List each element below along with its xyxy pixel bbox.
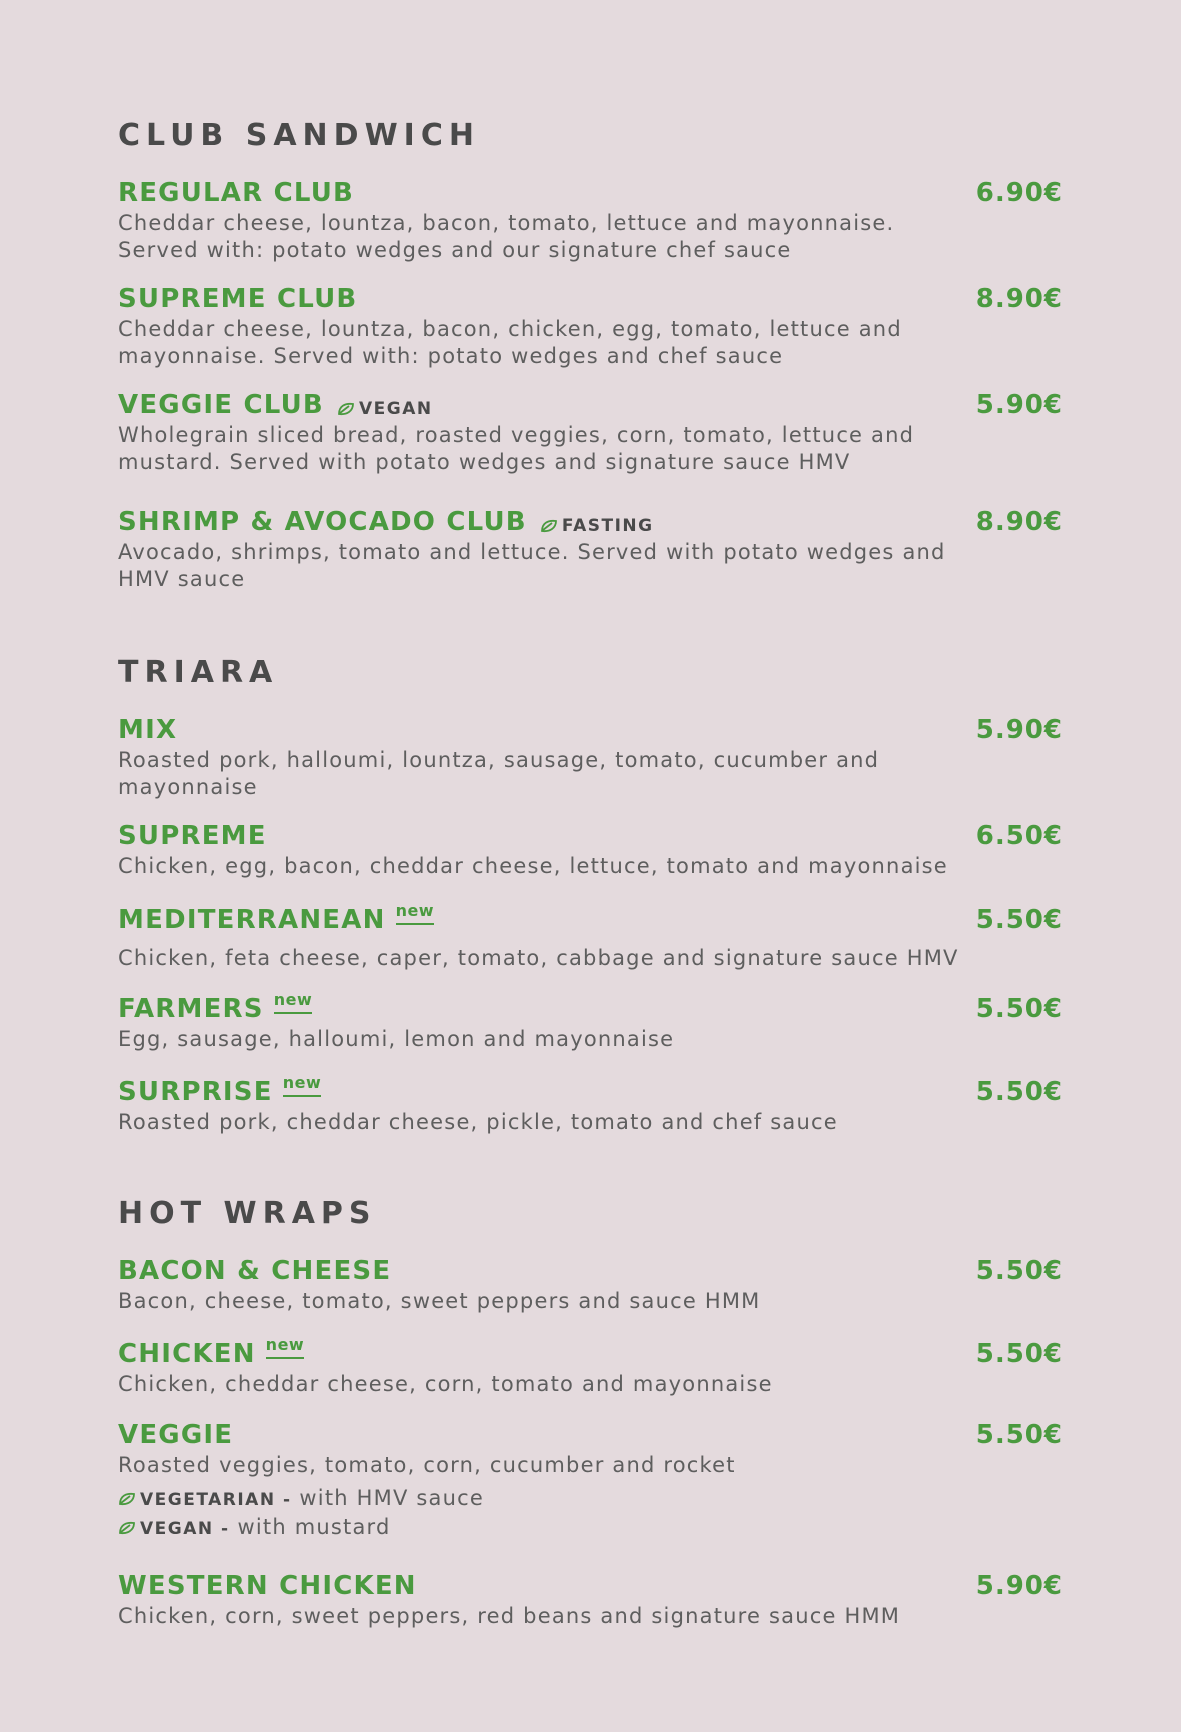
menu-item-farmers (118, 992, 1063, 1053)
item-name: WESTERN CHICKEN (118, 1571, 417, 1601)
new-badge: new (396, 901, 435, 925)
item-price: 5.90€ (975, 715, 1063, 745)
section-title: HOT WRAPS (118, 1196, 377, 1231)
variant-label: VEGAN - (140, 1519, 230, 1539)
item-description: Wholegrain sliced bread, roasted veggies, corn, tomato, lettuce and mustard. Served with potato wedges and signature sauce HMV (118, 423, 915, 474)
item-price: 5.90€ (975, 1571, 1063, 1601)
section-club-sandwich (118, 118, 1063, 591)
section-title: TRIARA (118, 655, 279, 690)
menu-item-mix (118, 713, 1063, 801)
variant-text: with mustard (229, 1515, 391, 1539)
menu-item-veggie-club (118, 388, 1063, 476)
variant-vegan (118, 1514, 1063, 1543)
item-price: 5.50€ (975, 1339, 1063, 1369)
new-badge: new (274, 990, 313, 1014)
item-description: Chicken, feta cheese, caper, tomato, cabbage and signature sauce HMV (118, 946, 959, 970)
variant-label: VEGETARIAN - (140, 1490, 292, 1510)
section-title: CLUB SANDWICH (118, 118, 480, 153)
item-description: Chicken, egg, bacon, cheddar cheese, lettuce, tomato and mayonnaise (118, 854, 948, 878)
menu-item-supreme (118, 819, 1063, 880)
menu-item-supreme-club (118, 282, 1063, 370)
item-price: 5.50€ (975, 1420, 1063, 1450)
item-name: CHICKEN (118, 1339, 256, 1369)
variant-text: with HMV sauce (291, 1486, 484, 1510)
menu-item-chicken (118, 1337, 1063, 1398)
menu-item-regular-club (118, 176, 1063, 264)
item-price: 5.50€ (975, 905, 1063, 935)
item-description: Roasted pork, halloumi, lountza, sausage, tomato, cucumber and mayonnaise (118, 748, 880, 799)
vegan-tag (337, 399, 433, 419)
item-name: REGULAR CLUB (118, 178, 355, 208)
menu-item-bacon-cheese (118, 1254, 1063, 1315)
menu-item-surprise (118, 1075, 1063, 1136)
item-price: 6.50€ (975, 821, 1063, 851)
new-badge: new (283, 1073, 322, 1097)
item-name: SURPRISE (118, 1077, 273, 1107)
item-price: 6.90€ (975, 178, 1063, 208)
item-description: Cheddar cheese, lountza, bacon, chicken, egg, tomato, lettuce and mayonnaise. Served with: potato wedges and chef sauce (118, 317, 902, 368)
item-price: 5.50€ (975, 1256, 1063, 1286)
new-badge: new (266, 1335, 305, 1359)
section-hot-wraps (118, 1196, 1063, 1628)
item-price: 5.90€ (975, 390, 1063, 420)
tag-label: FASTING (561, 515, 654, 536)
item-description: Chicken, corn, sweet peppers, red beans and signature sauce HMM (118, 1604, 901, 1628)
leaf-icon (337, 402, 355, 416)
variant-vegetarian (118, 1485, 1063, 1514)
item-description: Egg, sausage, halloumi, lemon and mayonnaise (118, 1027, 675, 1051)
item-name: SHRIMP & AVOCADO CLUB (118, 507, 527, 537)
item-name: BACON & CHEESE (118, 1256, 392, 1286)
item-description: Bacon, cheese, tomato, sweet peppers and sauce HMM (118, 1289, 761, 1313)
item-description: Chicken, cheddar cheese, corn, tomato and mayonnaise (118, 1372, 773, 1396)
item-description: Roasted veggies, tomato, corn, cucumber and rocket (118, 1453, 736, 1477)
item-price: 5.50€ (975, 994, 1063, 1024)
tag-label: VEGAN (359, 398, 433, 419)
item-price: 5.50€ (975, 1077, 1063, 1107)
leaf-icon (540, 519, 558, 533)
item-name: MIX (118, 715, 178, 745)
item-name: FARMERS (118, 994, 264, 1024)
section-triara (118, 655, 1063, 1134)
item-price: 8.90€ (975, 284, 1063, 314)
item-name: VEGGIE CLUB (118, 390, 324, 420)
item-name: MEDITERRANEAN (118, 905, 386, 935)
item-name: VEGGIE (118, 1420, 234, 1450)
item-price: 8.90€ (975, 507, 1063, 537)
item-description: Cheddar cheese, lountza, bacon, tomato, lettuce and mayonnaise. Served with: potato wedges and our signature chef sauce (118, 211, 895, 262)
menu-item-western-chicken (118, 1569, 1063, 1630)
leaf-icon (118, 1492, 136, 1506)
item-description: Avocado, shrimps, tomato and lettuce. Served with potato wedges and HMV sauce (118, 540, 946, 591)
item-name: SUPREME CLUB (118, 284, 358, 314)
item-description: Roasted pork, cheddar cheese, pickle, tomato and chef sauce (118, 1110, 838, 1134)
item-name: SUPREME (118, 821, 267, 851)
menu-item-mediterranean (118, 903, 1063, 972)
fasting-tag (540, 516, 654, 536)
menu-item-shrimp-avocado-club (118, 505, 1063, 593)
menu-item-veggie (118, 1418, 1063, 1543)
leaf-icon (118, 1521, 136, 1535)
